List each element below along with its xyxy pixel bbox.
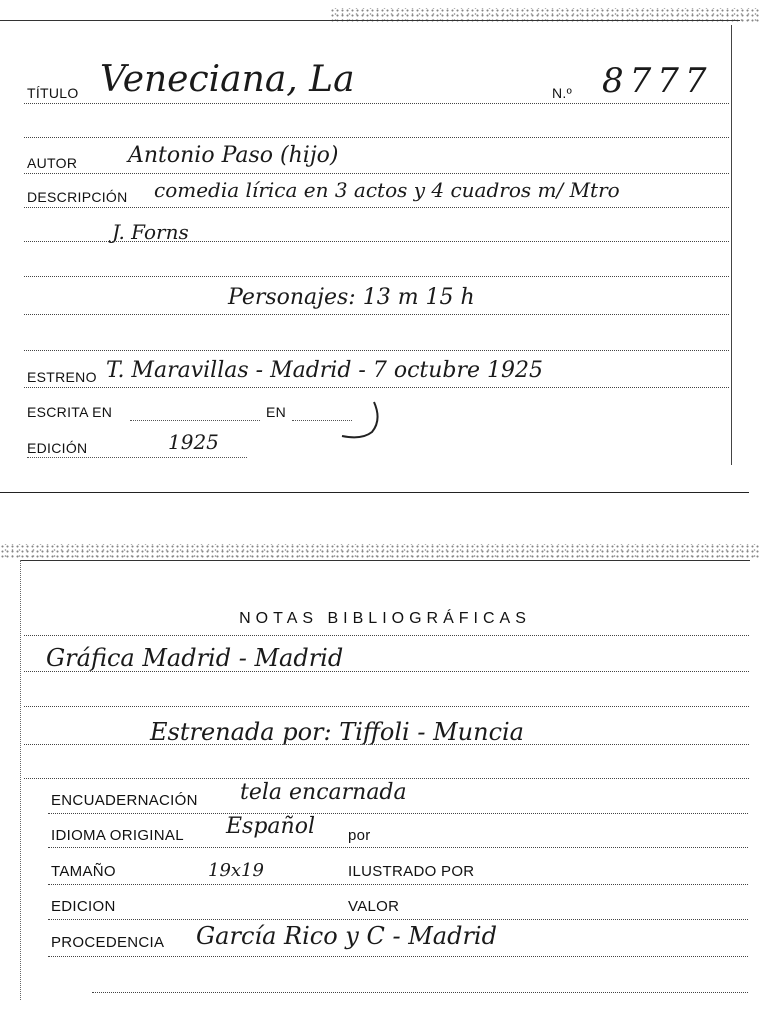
- heading-dotline: [24, 635, 749, 636]
- descripcion-value-line2: J. Forns: [112, 220, 189, 244]
- por-label: por: [348, 827, 371, 844]
- note-dotline-4: [24, 778, 749, 779]
- descripcion-value-line1: comedia lírica en 3 actos y 4 cuadros m/ Mtro: [154, 178, 620, 202]
- personajes-value: Personajes: 13 m 15 h: [228, 285, 475, 310]
- blank-dotline-2: [24, 276, 729, 277]
- note-line-1: Gráfica Madrid - Madrid: [46, 644, 344, 672]
- edicion-dotline: [48, 919, 748, 920]
- descripcion-label: DESCRIPCIÓN: [27, 189, 128, 205]
- encuadernacion-dotline: [48, 813, 748, 814]
- note-dotline-2: [24, 706, 749, 707]
- titulo-dotline: [24, 103, 729, 104]
- idioma-dotline: [48, 847, 748, 848]
- descripcion-dotline: [24, 207, 729, 208]
- card-edge-speckle: [0, 544, 759, 558]
- tamano-label: TAMAÑO: [51, 863, 116, 880]
- procedencia-value: García Rico y C - Madrid: [196, 922, 497, 950]
- note-dotline-1: [24, 671, 749, 672]
- procedencia-label: PROCEDENCIA: [51, 934, 165, 951]
- edicion-label: EDICION: [51, 898, 116, 915]
- escrita-en-dotline: [130, 420, 260, 421]
- card-top-edge: [0, 20, 740, 21]
- valor-label: VALOR: [348, 898, 400, 915]
- ilustrado-por-label: ILUSTRADO POR: [348, 863, 475, 880]
- tamano-dotline: [48, 884, 748, 885]
- en-label: EN: [266, 404, 287, 420]
- note-line-2: Estrenada por: Tiffoli - Muncia: [150, 718, 524, 746]
- estreno-dotline: [24, 387, 729, 388]
- escrita-en-label: ESCRITA EN: [27, 404, 113, 420]
- idioma-label: IDIOMA ORIGINAL: [51, 827, 184, 844]
- titulo-label: TÍTULO: [27, 85, 79, 101]
- autor-value: Antonio Paso (hijo): [128, 143, 339, 168]
- numero-label: N.º: [552, 85, 573, 101]
- note-dotline-3: [24, 744, 749, 745]
- encuadernacion-label: ENCUADERNACIÓN: [51, 792, 198, 809]
- notas-bibliograficas-heading: NOTAS BIBLIOGRÁFICAS: [239, 610, 531, 627]
- pen-mark: [336, 398, 384, 444]
- card-bottom-rule: [0, 492, 749, 493]
- personajes-dotline: [24, 314, 729, 315]
- procedencia-dotline: [48, 956, 748, 957]
- estreno-label: ESTRENO: [27, 369, 97, 385]
- idioma-value: Español: [226, 814, 315, 839]
- encuadernacion-value: tela encarnada: [240, 780, 407, 805]
- numero-value: 8777: [602, 61, 713, 101]
- catalog-card-back: [0, 540, 759, 1028]
- titulo-value: Veneciana, La: [100, 59, 355, 100]
- edicion-dotline: [27, 457, 247, 458]
- edicion-label: EDICIÓN: [27, 440, 88, 456]
- bottom-dotline: [92, 992, 748, 993]
- edicion-value: 1925: [168, 430, 219, 454]
- card-right-edge: [731, 25, 732, 465]
- estreno-value: T. Maravillas - Madrid - 7 octubre 1925: [106, 358, 544, 383]
- blank-dotline: [24, 137, 729, 138]
- card-top-edge: [20, 560, 750, 561]
- autor-label: AUTOR: [27, 155, 78, 171]
- descripcion-dotline-2: [24, 241, 729, 242]
- tamano-value: 19x19: [208, 860, 264, 881]
- autor-dotline: [24, 173, 729, 174]
- catalog-card-front: [0, 0, 759, 495]
- blank-dotline-3: [24, 350, 729, 351]
